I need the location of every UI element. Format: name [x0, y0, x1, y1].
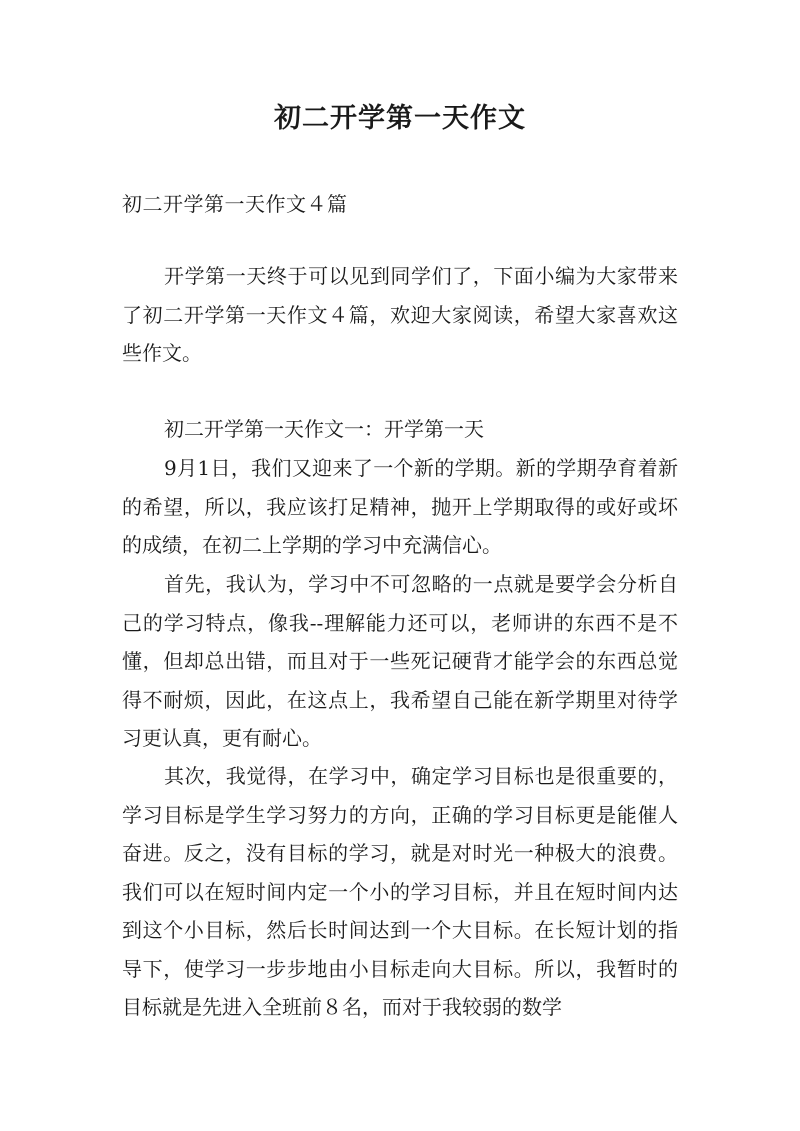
body-paragraph: 其次，我觉得，在学习中，确定学习目标也是很重要的，学习目标是学生学习努力的方向，正确的学习目标更是能催人奋进。反之，没有目标的学习，就是对时光一种极大的浪费。我们可以在短时间内定一个小的学习目标，并且在短时间内达到这个小目标，然后长时间达到一个大目标。在长短计划的指导下，使学习一步步地由小目标走向大目标。所以，我暂时的目标就是先进入全班前８名，而对于我较弱的数学	[122, 764, 678, 1019]
section-heading: 初二开学第一天作文一：开学第一天	[164, 417, 484, 441]
document-title: 初二开学第一天作文	[274, 103, 526, 134]
body-paragraph: 首先，我认为，学习中不可忽略的一点就是要学会分析自己的学习特点，像我--理解能力还可以，老师讲的东西不是不懂，但却总出错，而且对于一些死记硬背才能学会的东西总觉得不耐烦，因此，在这点上，我希望自己能在新学期里对待学习更认真，更有耐心。	[122, 572, 678, 750]
body-paragraph: 9月1日，我们又迎来了一个新的学期。新的学期孕育着新的希望，所以，我应该打足精神，抛开上学期取得的或好或坏的成绩，在初二上学期的学习中充满信心。	[122, 456, 678, 557]
document-subtitle: 初二开学第一天作文４篇	[122, 192, 348, 216]
intro-paragraph: 开学第一天终于可以见到同学们了，下面小编为大家带来了初二开学第一天作文４篇，欢迎大家阅读，希望大家喜欢这些作文。	[122, 264, 678, 365]
